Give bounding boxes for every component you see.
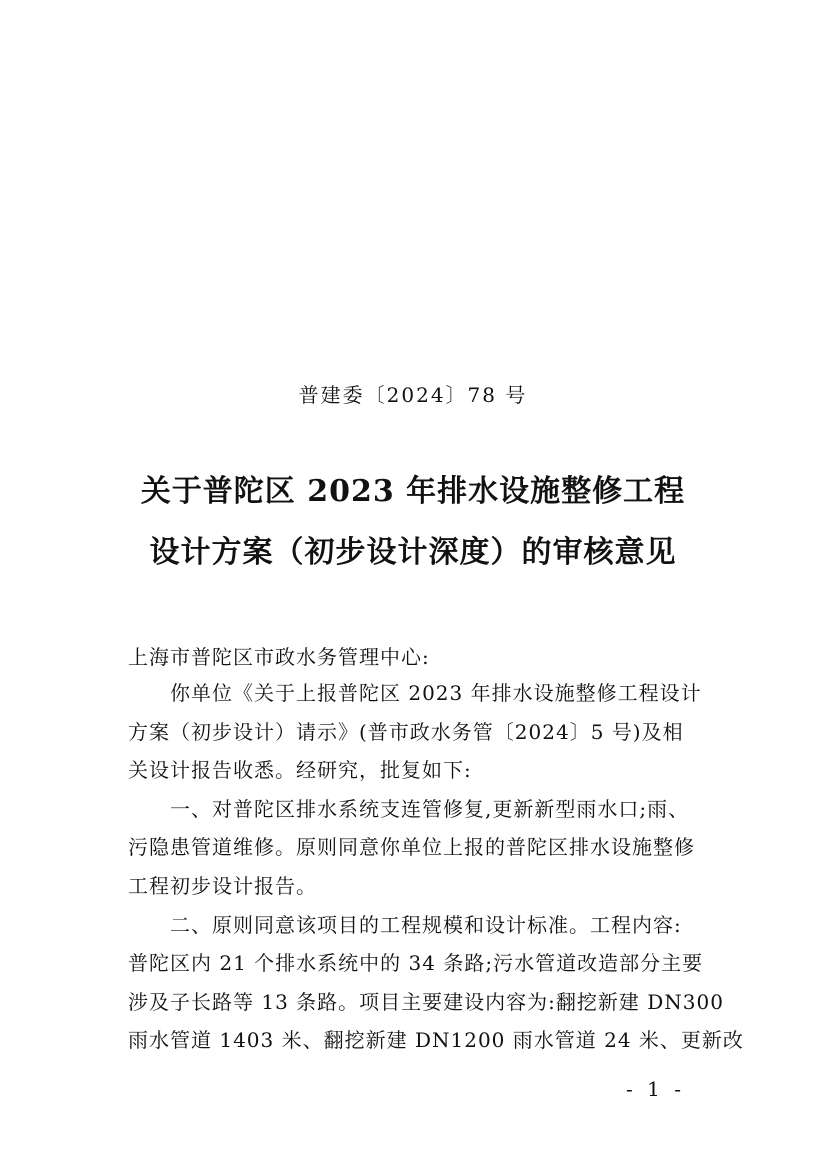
- body-line: 二、原则同意该项目的工程规模和设计标准。工程内容:: [170, 913, 682, 937]
- body-line: 方案（初步设计）请示》(普市政水务管〔2024〕5 号)及相: [128, 720, 684, 744]
- body-line: 普陀区内 21 个排水系统中的 34 条路;污水管道改造部分主要: [128, 951, 704, 975]
- body-line: 涉及子长路等 13 条路。项目主要建设内容为:翻挖新建 DN300: [128, 990, 724, 1014]
- body-line: 污隐患管道维修。原则同意你单位上报的普陀区排水设施整修: [128, 835, 695, 859]
- document-number: 普建委〔2024〕78 号: [298, 383, 528, 407]
- body-line: 雨水管道 1403 米、翻挖新建 DN1200 雨水管道 24 米、更新改: [128, 1028, 744, 1052]
- body-line: 你单位《关于上报普陀区 2023 年排水设施整修工程设计: [170, 681, 702, 705]
- body-line: 关设计报告收悉。经研究，批复如下:: [128, 758, 472, 782]
- document-title-line-1: 关于普陀区 2023 年排水设施整修工程: [140, 474, 686, 509]
- body-line: 工程初步设计报告。: [128, 874, 317, 898]
- page-number: - 1 -: [626, 1077, 685, 1101]
- body-line: 一、对普陀区排水系统支连管修复,更新新型雨水口;雨、: [170, 797, 690, 821]
- addressee: 上海市普陀区市政水务管理中心:: [128, 645, 430, 669]
- document-title-line-2: 设计方案（初步设计深度）的审核意见: [149, 535, 677, 570]
